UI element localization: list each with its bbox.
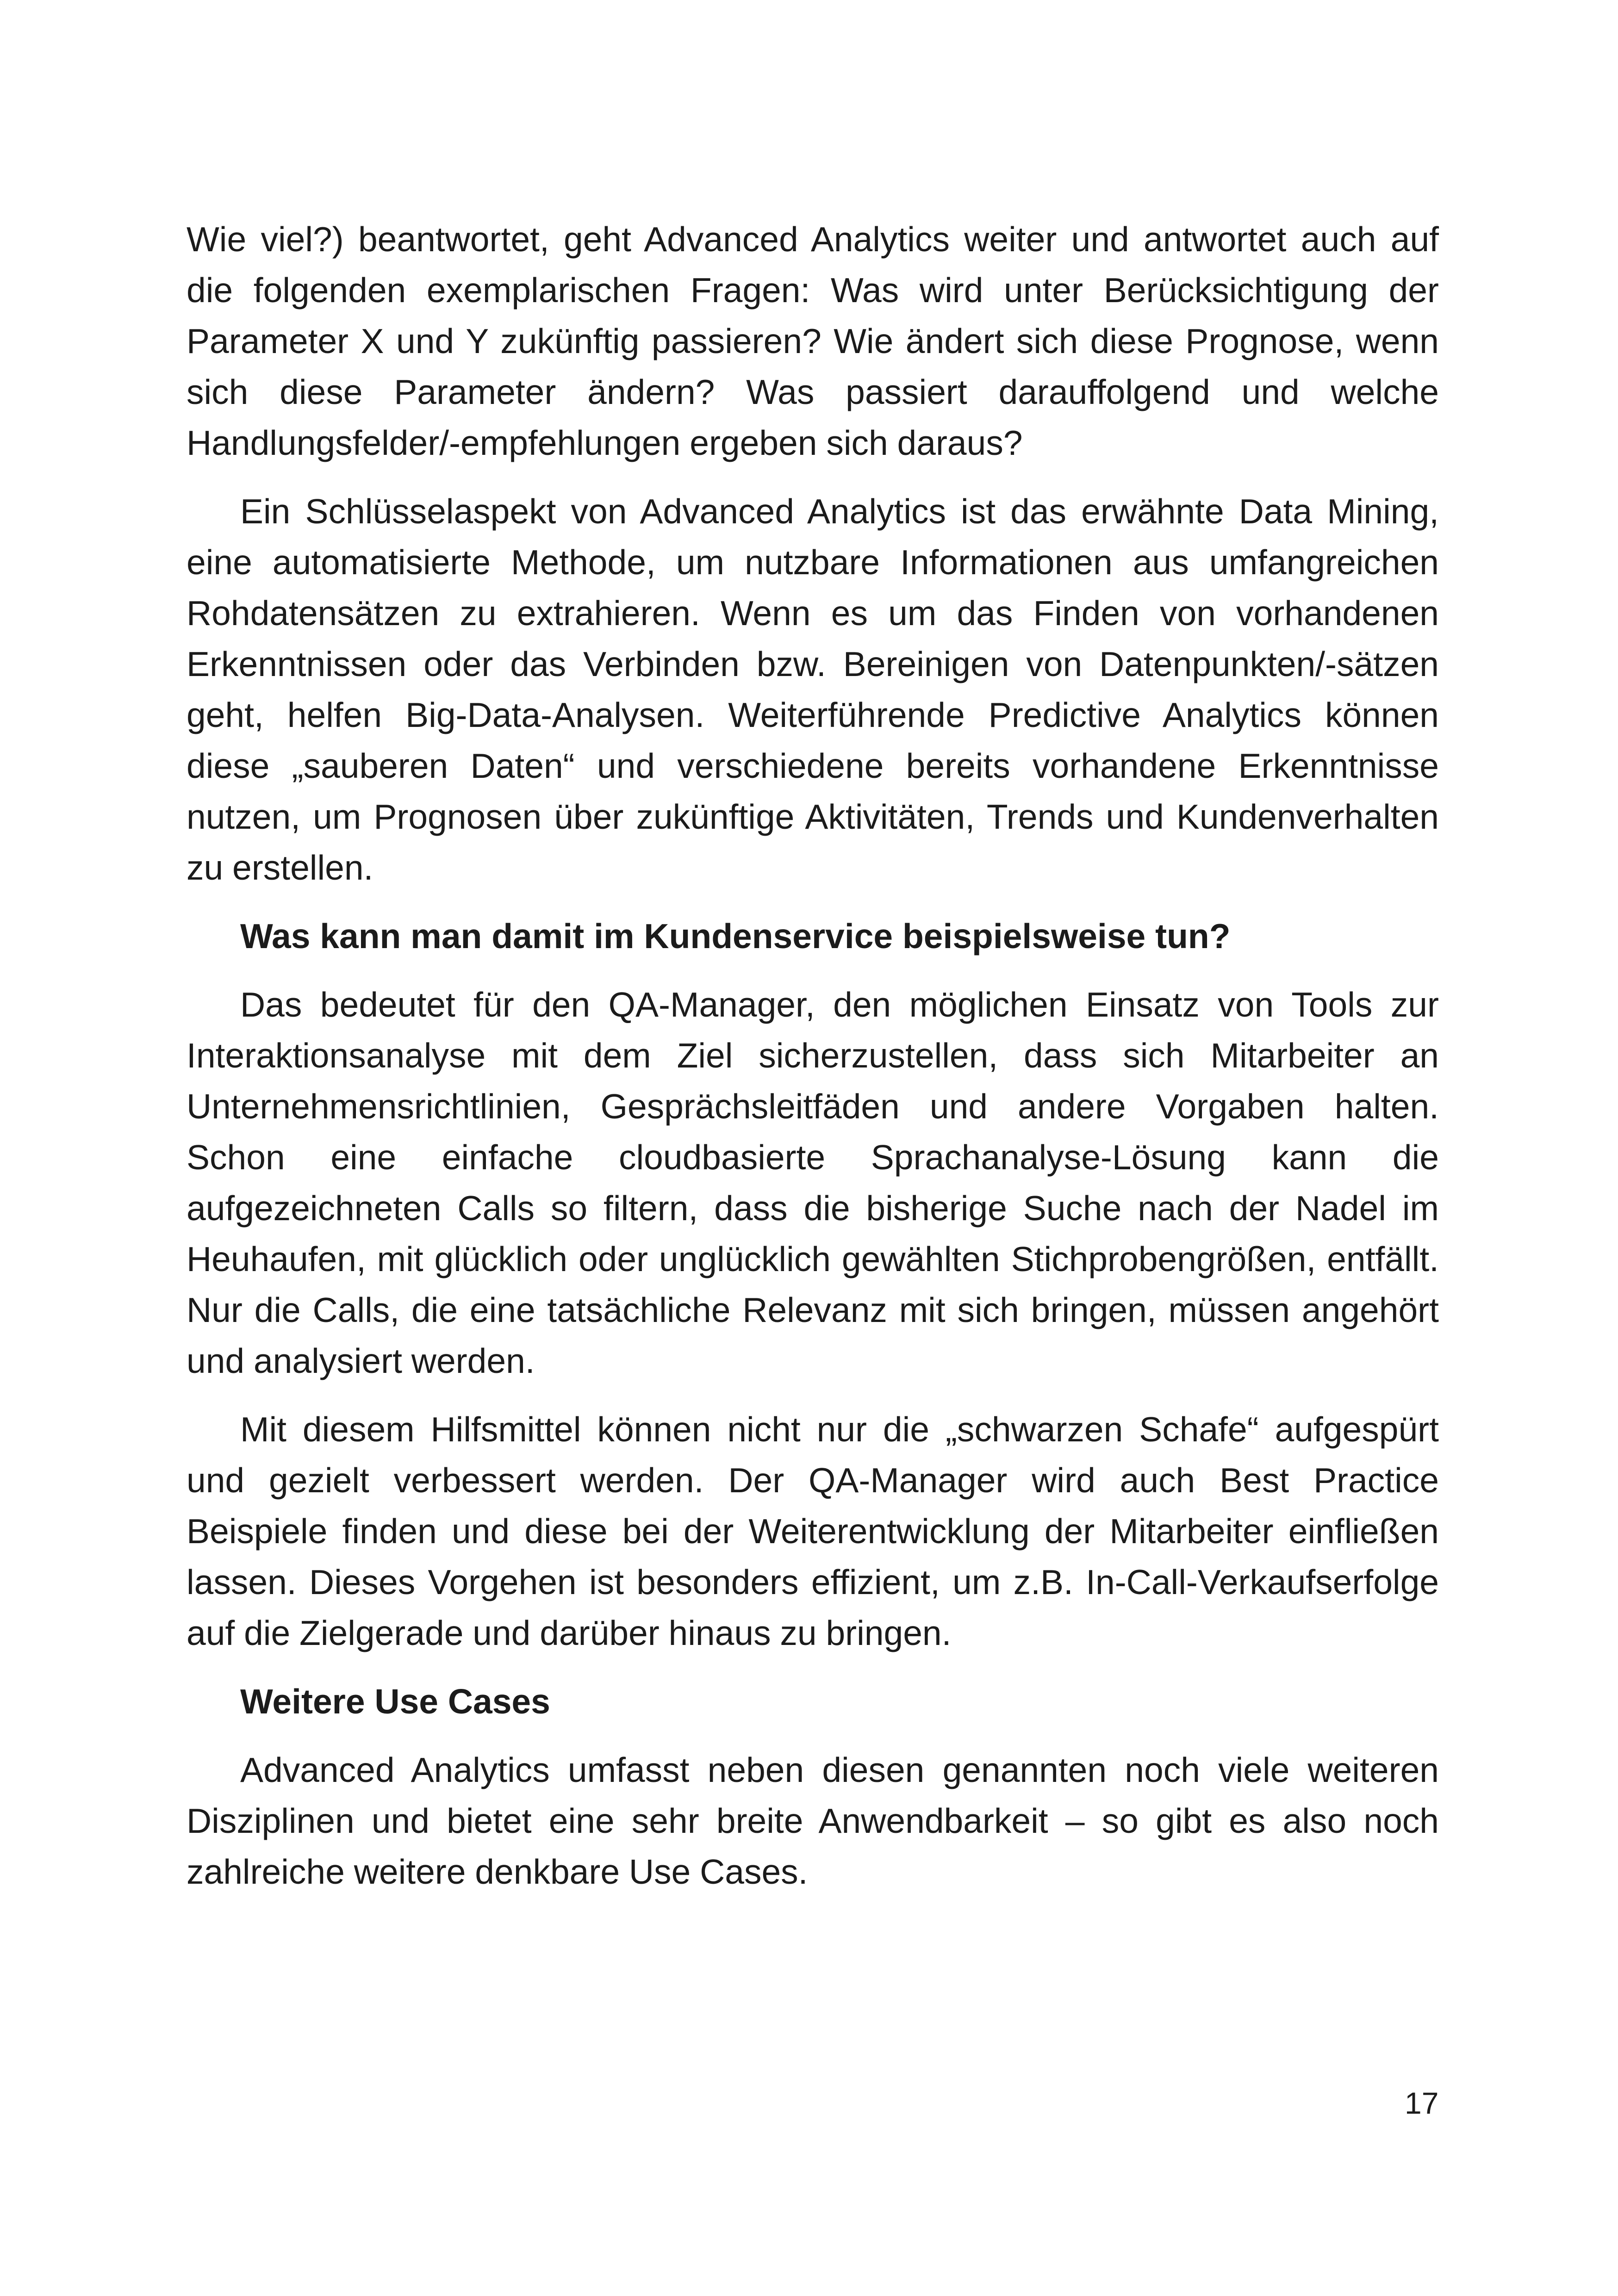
paragraph-use-cases: Advanced Analytics umfasst neben diesen genannten noch viele weiteren Disziplinen und bietet eine sehr breite Anwendbarkeit – so gibt es also noch zahlreiche weitere denkbare Use Cases. — [187, 1750, 1439, 1891]
section-heading-use-cases: Weitere Use Cases — [240, 1682, 550, 1721]
paragraph-qa-manager: Das bedeutet für den QA-Manager, den möglichen Einsatz von Tools zur Interaktionsanalyse mit dem Ziel sicherzustellen, dass sich Mitarbeiter an Unternehmensrichtlinien, Gesprächsleitfäden und andere Vorgaben halten. Schon eine einfache cloudbasierte Sprachanalyse-Lösung kann die aufgezeichneten Calls so filtern, dass die bisherige Suche nach der Nadel im Heuhaufen, mit glücklich oder unglücklich gewählten Stichprobengrößen, entfällt. Nur die Calls, die eine tatsächliche Relevanz mit sich bringen, müssen angehört und analysiert werden. — [187, 985, 1439, 1380]
paragraph-continued: Wie viel?) beantwortet, geht Advanced Analytics weiter und antwortet auch auf die folgenden exemplarischen Fragen: Was wird unter Berücksichtigung der Parameter X und Y zukünftig passieren? Wie ändert sich diese Prognose, wenn sich diese Parameter ändern? Was passiert darauffolgend und welche Handlungsfelder/-empfehlungen ergeben sich daraus? — [187, 220, 1439, 462]
page-number: 17 — [1405, 2086, 1439, 2120]
section-heading-kundenservice: Was kann man damit im Kundenservice beispielsweise tun? — [240, 917, 1231, 956]
paragraph-data-mining: Ein Schlüsselaspekt von Advanced Analytics ist das erwähnte Data Mining, eine automatisierte Methode, um nutzbare Informationen aus umfangreichen Rohdatensätzen zu extrahieren. Wenn es um das Finden von vorhandenen Erkenntnissen oder das Verbinden bzw. Bereinigen von Datenpunkten/-sätzen geht, helfen Big-Data-Analysen. Weiterführende Predictive Analytics können diese „sauberen Daten“ und verschiedene bereits vorhandene Erkenntnisse nutzen, um Prognosen über zukünftige Aktivitäten, Trends und Kundenverhalten zu erstellen. — [187, 492, 1439, 887]
page-body — [187, 214, 1439, 1897]
paragraph-hilfsmittel: Mit diesem Hilfsmittel können nicht nur die „schwarzen Schafe“ aufgespürt und gezielt verbessert werden. Der QA-Manager wird auch Best Practice Beispiele finden und diese bei der Weiterentwicklung der Mitarbeiter einfließen lassen. Dieses Vorgehen ist besonders effizient, um z.B. In-Call-Verkaufserfolge auf die Zielgerade und darüber hinaus zu bringen. — [187, 1410, 1439, 1652]
